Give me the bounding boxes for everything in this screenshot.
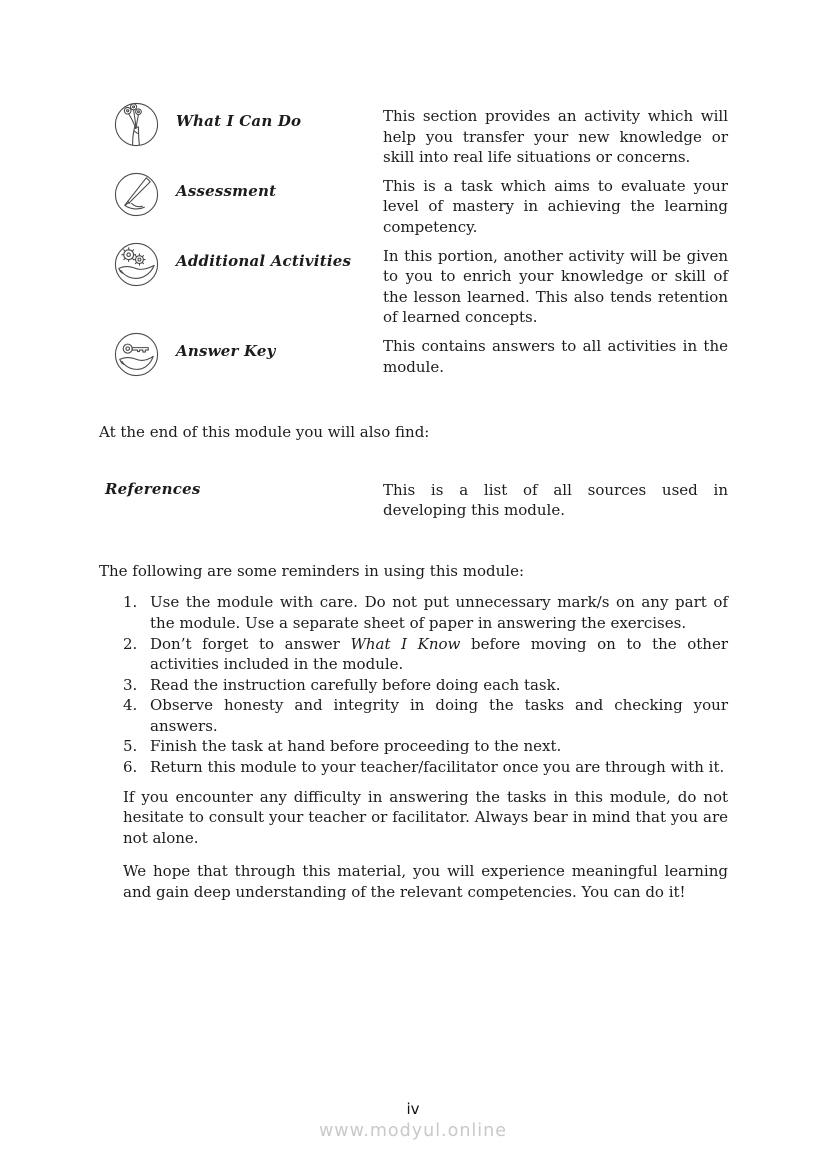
reminder-item — [123, 592, 728, 633]
reminder-item — [123, 634, 728, 675]
section-description: This is a task which aims to evaluate your level of mastery in achieving the learning competency. — [383, 176, 728, 236]
reminder-item — [123, 675, 728, 696]
section-label: Assessment — [176, 181, 277, 200]
item-text — [150, 634, 728, 675]
section-label: Additional Activities — [176, 251, 352, 270]
item-number: 1. — [123, 593, 138, 612]
reminder-item — [123, 757, 728, 778]
references-description: This is a list of all sources used in developing this module. — [383, 480, 728, 520]
hand-holding-key-icon — [112, 330, 176, 379]
section-row-what-i-can-do — [99, 100, 728, 168]
section-label: What I Can Do — [176, 112, 302, 130]
icon-cell — [99, 240, 176, 328]
item-number: 4. — [123, 696, 138, 715]
item-text-suffix: before moving on to the other activities included in the module. — [150, 634, 729, 674]
closing-paragraph: We hope that through this material, you will experience meaningful learning and gain deep understanding of the relevant competencies. You can do it! — [123, 862, 728, 902]
references-row — [99, 480, 728, 521]
icon-cell — [99, 100, 176, 168]
hand-holding-flowers-icon — [112, 100, 176, 149]
icon-cell — [99, 170, 176, 238]
icon-cell — [99, 330, 176, 379]
section-description: This section provides an activity which will help you transfer your new knowledge or skill into real life situations or concerns. — [383, 107, 728, 167]
item-text: Read the instruction carefully before doing each task. — [150, 675, 561, 694]
reminder-item — [123, 736, 728, 757]
item-number: 5. — [123, 737, 138, 756]
section-row-assessment — [99, 170, 728, 238]
reminders-list — [123, 592, 728, 777]
item-number: 6. — [123, 758, 138, 777]
item-text: Use the module with care. Do not put unnecessary mark/s on any part of the module. Use a separate sheet of paper in answering the exercises. — [150, 593, 728, 632]
watermark-text: www.modyul.online — [318, 1121, 507, 1141]
reminders-intro: The following are some reminders in using this module: — [99, 561, 524, 580]
page-number: iv — [406, 1100, 420, 1118]
hand-writing-pen-icon — [112, 170, 176, 219]
section-label: Answer Key — [176, 341, 276, 360]
closing-paragraph: If you encounter any difficulty in answering the tasks in this module, do not hesitate to consult your teacher or facilitator. Always bear in mind that you are not alone. — [123, 787, 728, 847]
section-description: In this portion, another activity will be given to you to enrich your knowledge or skill of the lesson learned. This also tends retention of learned concepts. — [383, 246, 728, 327]
item-text: Return this module to your teacher/facilitator once you are through with it. — [150, 758, 725, 777]
section-description: This contains answers to all activities in the module. — [383, 336, 728, 376]
section-row-additional-activities — [99, 240, 728, 328]
item-text: Finish the task at hand before proceeding to the next. — [150, 737, 562, 756]
hand-with-gears-icon — [112, 240, 176, 289]
item-number: 3. — [123, 675, 138, 694]
item-number: 2. — [123, 634, 138, 653]
section-row-answer-key — [99, 330, 728, 379]
page-content — [99, 100, 728, 903]
item-text-prefix: Don’t forget to answer — [150, 634, 351, 653]
reminder-item — [123, 695, 728, 736]
item-text: Observe honesty and integrity in doing the tasks and checking your answers. — [150, 696, 728, 735]
item-text-italic: What I Know — [350, 634, 461, 653]
references-label: References — [105, 479, 201, 498]
end-note-text: At the end of this module you will also find: — [99, 422, 430, 441]
